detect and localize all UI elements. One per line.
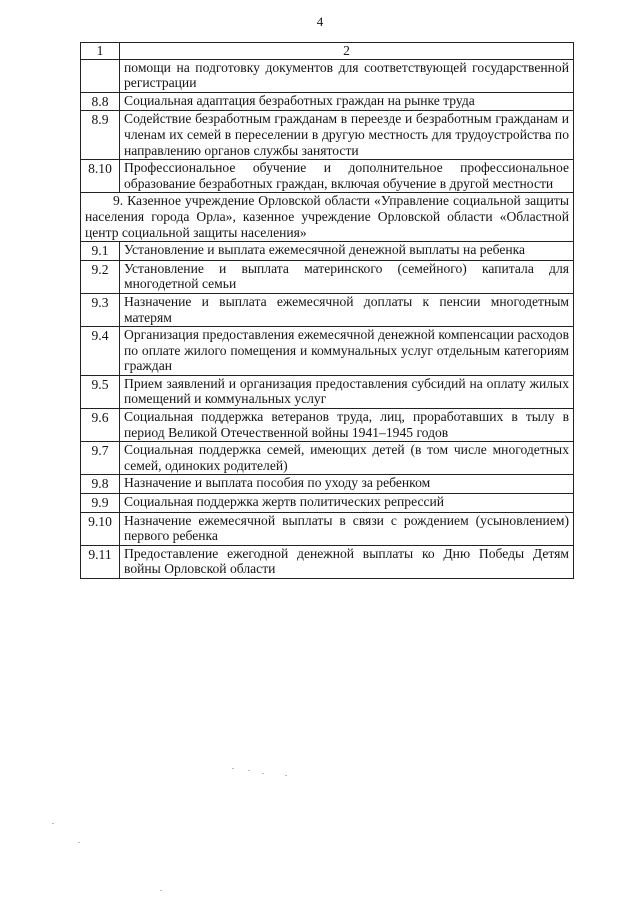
row-text: Социальная поддержка жертв политических репрессий	[120, 494, 574, 513]
row-number: 9.8	[81, 475, 120, 494]
table-row	[81, 494, 574, 513]
scan-speck	[262, 773, 264, 774]
table-row	[81, 260, 574, 293]
row-text: Установление и выплата ежемесячной денежной выплаты на ребенка	[120, 242, 574, 261]
row-number: 9.6	[81, 409, 120, 442]
row-number: 9.5	[81, 375, 120, 408]
header-col-1: 1	[81, 43, 120, 60]
row-number: 8.10	[81, 160, 120, 193]
row-text: Социальная поддержка семей, имеющих детей (в том числе многодетных семей, одиноких родителей)	[120, 442, 574, 475]
table-row	[81, 375, 574, 408]
table-row	[81, 327, 574, 376]
row-text: Предоставление ежегодной денежной выплаты ко Дню Победы Детям войны Орловской области	[120, 545, 574, 578]
scan-speck	[160, 890, 162, 891]
row-text: Профессиональное обучение и дополнительное профессиональное образование безработных граждан, включая обучение в другой местности	[120, 160, 574, 193]
table-header-row	[81, 43, 574, 60]
row-number	[81, 59, 120, 92]
row-number: 9.1	[81, 242, 120, 261]
row-text: Назначение ежемесячной выплаты в связи с рождением (усыновлением) первого ребенка	[120, 512, 574, 545]
row-number: 9.9	[81, 494, 120, 513]
row-text: Назначение и выплата пособия по уходу за ребенком	[120, 475, 574, 494]
scan-speck	[285, 775, 287, 776]
table-row	[81, 92, 574, 111]
table-row	[81, 293, 574, 326]
row-text: Назначение и выплата ежемесячной доплаты к пенсии многодетным матерям	[120, 293, 574, 326]
section-header-row	[81, 193, 574, 242]
row-number: 9.11	[81, 545, 120, 578]
row-number: 8.8	[81, 92, 120, 111]
row-number: 9.4	[81, 327, 120, 376]
header-col-2: 2	[120, 43, 574, 60]
scan-speck	[248, 770, 250, 771]
row-number: 9.7	[81, 442, 120, 475]
table-row	[81, 442, 574, 475]
scan-speck	[52, 823, 54, 824]
table-row	[81, 111, 574, 160]
row-number: 9.2	[81, 260, 120, 293]
table-row	[81, 242, 574, 261]
scan-speck	[232, 768, 234, 769]
table-row	[81, 409, 574, 442]
row-number: 9.3	[81, 293, 120, 326]
row-text: Социальная поддержка ветеранов труда, лиц, проработавших в тылу в период Великой Отечественной войны 1941–1945 годов	[120, 409, 574, 442]
row-text: помощи на подготовку документов для соответствующей государственной регистрации	[120, 59, 574, 92]
table-row	[81, 545, 574, 578]
row-text: Установление и выплата материнского (семейного) капитала для многодетной семьи	[120, 260, 574, 293]
table-row	[81, 59, 574, 92]
row-number: 8.9	[81, 111, 120, 160]
services-table	[80, 42, 574, 579]
row-text: Содействие безработным гражданам в переезде и безработным гражданам и членам их семей в переселении в другую местность для трудоустройства по направлению органов службы занятости	[120, 111, 574, 160]
row-text: Прием заявлений и организация предоставления субсидий на оплату жилых помещений и коммунальных услуг	[120, 375, 574, 408]
row-text: Социальная адаптация безработных граждан на рынке труда	[120, 92, 574, 111]
row-text: Организация предоставления ежемесячной денежной компенсации расходов по оплате жилого помещения и коммунальных услуг отдельным категориям граждан	[120, 327, 574, 376]
page-number: 4	[316, 14, 324, 29]
table-row	[81, 475, 574, 494]
table-row	[81, 512, 574, 545]
scan-speck	[78, 842, 80, 843]
section-title: 9. Казенное учреждение Орловской области «Управление социальной защиты населения города Орла», казенное учреждение Орловской области «Областной центр социальной защиты населения»	[81, 193, 574, 242]
table-row	[81, 160, 574, 193]
row-number: 9.10	[81, 512, 120, 545]
